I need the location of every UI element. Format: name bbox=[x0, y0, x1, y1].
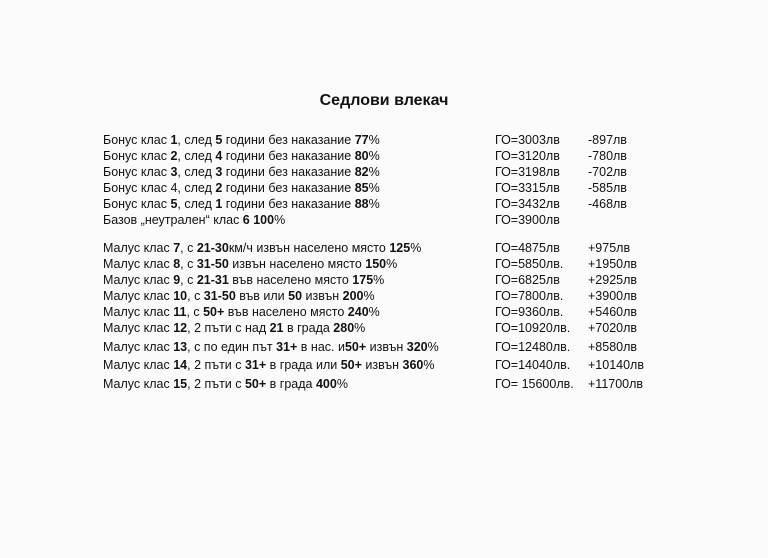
plain-text: % bbox=[354, 321, 366, 335]
class-description bbox=[103, 272, 384, 289]
plain-text: извън bbox=[361, 358, 403, 372]
premium-value: ГО=5850лв. bbox=[495, 257, 564, 271]
plain-text: години без наказание bbox=[222, 197, 355, 211]
plain-text: % bbox=[368, 133, 380, 147]
table-row bbox=[0, 288, 768, 305]
plain-text: извън bbox=[302, 289, 343, 303]
emphasis-text: 31+ bbox=[276, 340, 298, 354]
emphasis-text: 2 bbox=[215, 181, 223, 195]
plain-text: Малус клас bbox=[103, 257, 174, 271]
premium-difference: +975лв bbox=[588, 241, 631, 255]
emphasis-text: 21 bbox=[269, 321, 284, 335]
class-description bbox=[103, 376, 348, 393]
plain-text: , след bbox=[177, 133, 216, 147]
emphasis-text: 21-30 bbox=[196, 241, 229, 255]
premium-difference: +3900лв bbox=[588, 289, 638, 303]
emphasis-text: 400 bbox=[315, 377, 337, 391]
plain-text: Малус клас bbox=[103, 321, 174, 335]
premium-value: ГО=14040лв. bbox=[495, 358, 571, 372]
premium-value: ГО=3900лв bbox=[495, 213, 560, 227]
emphasis-text: 7 bbox=[173, 241, 181, 255]
premium-value: ГО=3003лв bbox=[495, 133, 560, 147]
plain-text: % bbox=[368, 181, 380, 195]
premium-value: ГО=4875лв bbox=[495, 241, 560, 255]
premium-difference: -585лв bbox=[588, 181, 627, 195]
plain-text: Бонус клас bbox=[103, 197, 171, 211]
emphasis-text: 125 bbox=[389, 241, 411, 255]
class-description bbox=[103, 339, 439, 356]
plain-text: Малус клас bbox=[103, 305, 174, 319]
plain-text: % bbox=[363, 289, 375, 303]
emphasis-text: 5 bbox=[215, 133, 223, 147]
premium-value: ГО=10920лв. bbox=[495, 321, 571, 335]
plain-text: години без наказание bbox=[222, 181, 355, 195]
emphasis-text: 13 bbox=[173, 340, 188, 354]
premium-value: ГО=3198лв bbox=[495, 165, 560, 179]
plain-text: % bbox=[336, 377, 348, 391]
plain-text: % bbox=[386, 257, 398, 271]
class-description bbox=[103, 357, 435, 374]
plain-text: , с bbox=[187, 289, 204, 303]
premium-value: ГО=6825лв bbox=[495, 273, 560, 287]
plain-text: % bbox=[368, 165, 380, 179]
plain-text: % bbox=[274, 213, 286, 227]
class-description bbox=[103, 320, 365, 337]
plain-text: , след bbox=[177, 149, 216, 163]
plain-text: км/ч извън населено място bbox=[228, 241, 390, 255]
emphasis-text: 31-50 bbox=[196, 257, 229, 271]
emphasis-text: 9 bbox=[173, 273, 181, 287]
emphasis-text: 12 bbox=[173, 321, 188, 335]
plain-text: % bbox=[427, 340, 439, 354]
table-row bbox=[0, 164, 768, 181]
plain-text: извън bbox=[366, 340, 407, 354]
plain-text: % bbox=[423, 358, 435, 372]
emphasis-text: 50+ bbox=[340, 358, 362, 372]
premium-value: ГО=9360лв. bbox=[495, 305, 564, 319]
plain-text: , с по един път bbox=[187, 340, 277, 354]
premium-difference: -702лв bbox=[588, 165, 627, 179]
plain-text: Бонус клас bbox=[103, 165, 171, 179]
emphasis-text: 31-50 bbox=[203, 289, 236, 303]
plain-text: , 2 пъти с bbox=[187, 377, 245, 391]
emphasis-text: 1 bbox=[215, 197, 223, 211]
emphasis-text: 2 bbox=[170, 149, 178, 163]
table-row bbox=[0, 272, 768, 289]
emphasis-text: 50+ bbox=[203, 305, 225, 319]
emphasis-text: 82 bbox=[354, 165, 369, 179]
class-description bbox=[103, 196, 380, 213]
plain-text: % bbox=[368, 197, 380, 211]
plain-text: във или bbox=[235, 289, 289, 303]
plain-text: Бонус клас bbox=[103, 133, 171, 147]
plain-text: % bbox=[368, 149, 380, 163]
emphasis-text: 5 bbox=[170, 197, 178, 211]
table-row bbox=[0, 148, 768, 165]
plain-text: Малус клас bbox=[103, 377, 174, 391]
class-description bbox=[103, 212, 285, 229]
table-row bbox=[0, 132, 768, 149]
plain-text: години без наказание bbox=[222, 165, 355, 179]
premium-value: ГО=3432лв bbox=[495, 197, 560, 211]
table-row bbox=[0, 357, 768, 374]
emphasis-text: 15 bbox=[173, 377, 188, 391]
emphasis-text: 88 bbox=[354, 197, 369, 211]
plain-text: в града bbox=[266, 377, 316, 391]
document-title: Седлови влекач bbox=[319, 92, 449, 109]
emphasis-text: 85 bbox=[354, 181, 369, 195]
plain-text: Малус клас bbox=[103, 241, 174, 255]
plain-text: във населено място bbox=[224, 305, 348, 319]
premium-value: ГО=7800лв. bbox=[495, 289, 564, 303]
premium-difference: -780лв bbox=[588, 149, 627, 163]
class-description bbox=[103, 180, 380, 197]
premium-difference: +1950лв bbox=[588, 257, 638, 271]
premium-value: ГО=12480лв. bbox=[495, 340, 571, 354]
emphasis-text: 10 bbox=[173, 289, 188, 303]
table-row bbox=[0, 304, 768, 321]
plain-text: извън населено място bbox=[228, 257, 366, 271]
table-row bbox=[0, 240, 768, 257]
premium-value: ГО= 15600лв. bbox=[495, 377, 574, 391]
emphasis-text: 4 bbox=[215, 149, 223, 163]
plain-text: в града bbox=[283, 321, 334, 335]
plain-text: , 2 пъти с bbox=[187, 358, 245, 372]
plain-text: в града или bbox=[266, 358, 341, 372]
plain-text: години без наказание bbox=[222, 133, 355, 147]
table-row bbox=[0, 180, 768, 197]
table-row bbox=[0, 212, 768, 229]
emphasis-text: 80 bbox=[354, 149, 369, 163]
premium-difference: -897лв bbox=[588, 133, 627, 147]
plain-text: , 2 пъти с над bbox=[187, 321, 270, 335]
plain-text: Малус клас bbox=[103, 273, 174, 287]
plain-text: % bbox=[410, 241, 422, 255]
premium-difference: -468лв bbox=[588, 197, 627, 211]
emphasis-text: 8 bbox=[173, 257, 181, 271]
premium-difference: +11700лв bbox=[588, 377, 644, 391]
table-row bbox=[0, 320, 768, 337]
plain-text: , с bbox=[180, 273, 197, 287]
emphasis-text: 6 100 bbox=[242, 213, 275, 227]
plain-text: Малус клас bbox=[103, 289, 174, 303]
emphasis-text: 150 bbox=[365, 257, 387, 271]
emphasis-text: 11 bbox=[173, 305, 187, 319]
class-description bbox=[103, 240, 421, 257]
class-description bbox=[103, 256, 397, 273]
emphasis-text: 50 bbox=[288, 289, 303, 303]
plain-text: Базов „неутрален“ клас bbox=[103, 213, 243, 227]
plain-text: години без наказание bbox=[222, 149, 355, 163]
plain-text: Бонус клас bbox=[103, 149, 171, 163]
plain-text: Малус клас bbox=[103, 340, 174, 354]
emphasis-text: 3 bbox=[170, 165, 178, 179]
plain-text: , след bbox=[177, 165, 216, 179]
table-row bbox=[0, 196, 768, 213]
emphasis-text: 50+ bbox=[344, 340, 367, 354]
emphasis-text: 200 bbox=[342, 289, 364, 303]
premium-value: ГО=3120лв bbox=[495, 149, 560, 163]
emphasis-text: 280 bbox=[333, 321, 355, 335]
emphasis-text: 77 bbox=[354, 133, 369, 147]
premium-difference: +2925лв bbox=[588, 273, 638, 287]
emphasis-text: 3 bbox=[215, 165, 223, 179]
plain-text: , с bbox=[180, 257, 197, 271]
emphasis-text: 175 bbox=[352, 273, 374, 287]
plain-text: Бонус клас 4, след bbox=[103, 181, 216, 195]
class-description bbox=[103, 288, 375, 305]
table-row bbox=[0, 376, 768, 393]
plain-text: , с bbox=[186, 305, 204, 319]
emphasis-text: 1 bbox=[170, 133, 178, 147]
emphasis-text: 50+ bbox=[244, 377, 267, 391]
plain-text: % bbox=[373, 273, 385, 287]
emphasis-text: 360 bbox=[402, 358, 424, 372]
emphasis-text: 14 bbox=[173, 358, 188, 372]
emphasis-text: 31+ bbox=[244, 358, 267, 372]
premium-difference: +10140лв bbox=[588, 358, 644, 372]
plain-text: Малус клас bbox=[103, 358, 174, 372]
emphasis-text: 240 bbox=[347, 305, 369, 319]
premium-difference: +5460лв bbox=[588, 305, 638, 319]
class-description bbox=[103, 304, 380, 321]
plain-text: във населено място bbox=[228, 273, 353, 287]
class-description bbox=[103, 148, 380, 165]
class-description bbox=[103, 132, 380, 149]
table-row bbox=[0, 256, 768, 273]
premium-difference: +8580лв bbox=[588, 340, 638, 354]
class-description bbox=[103, 164, 380, 181]
premium-difference: +7020лв bbox=[588, 321, 638, 335]
table-row bbox=[0, 339, 768, 356]
plain-text: в нас. и bbox=[297, 340, 345, 354]
plain-text: , след bbox=[177, 197, 216, 211]
premium-value: ГО=3315лв bbox=[495, 181, 560, 195]
plain-text: % bbox=[368, 305, 380, 319]
emphasis-text: 320 bbox=[406, 340, 428, 354]
emphasis-text: 21-31 bbox=[196, 273, 229, 287]
plain-text: , с bbox=[180, 241, 197, 255]
